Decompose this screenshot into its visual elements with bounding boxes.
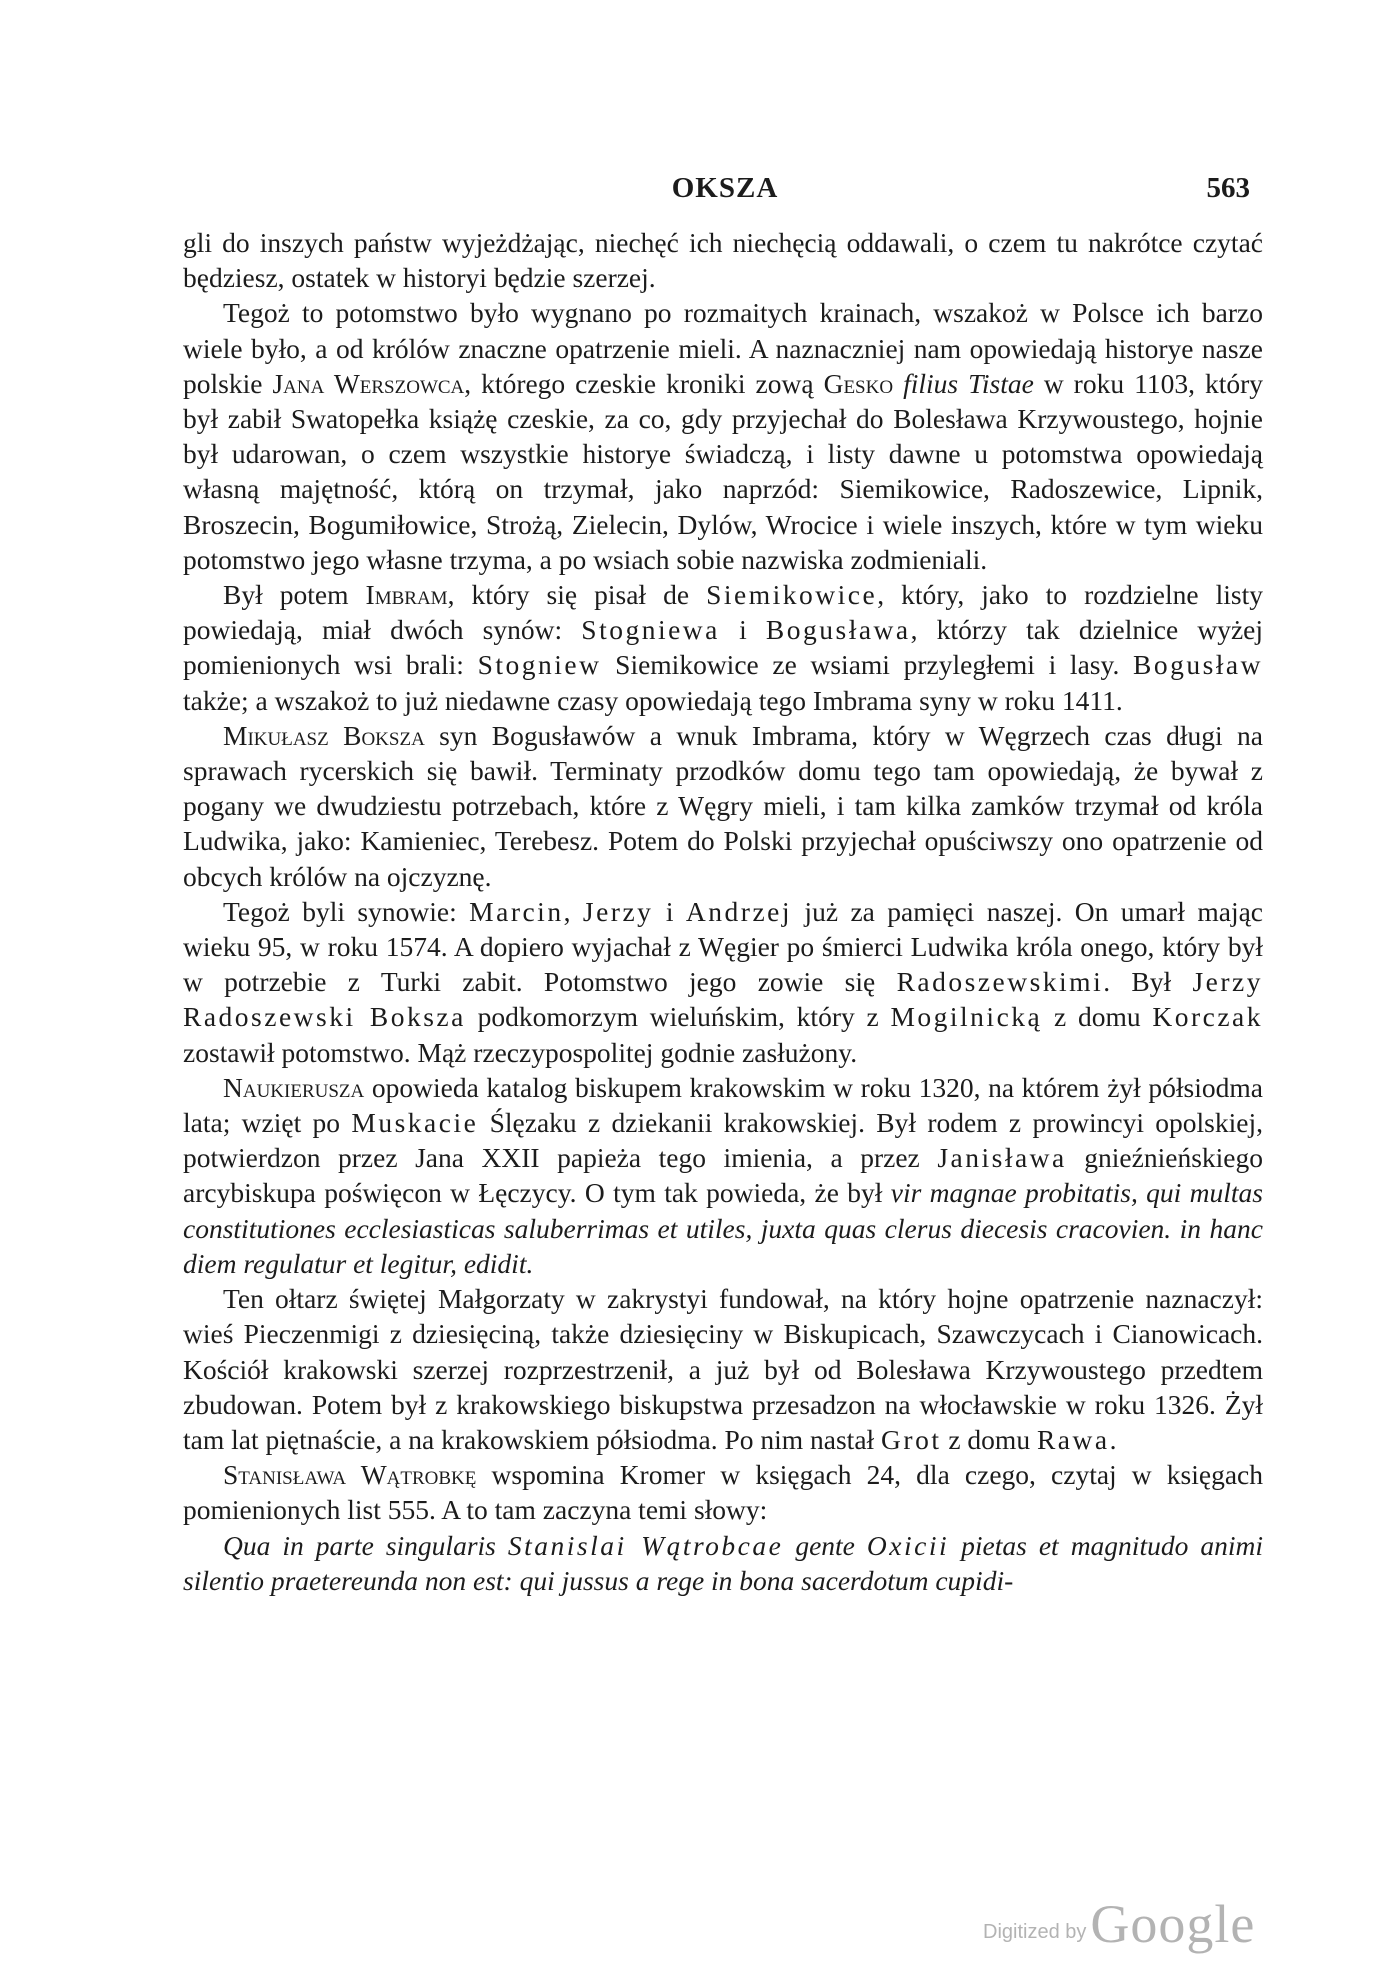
- paragraph: [183, 225, 1263, 295]
- text-run: Tegoż to potomstwo było wygnano po rozmaitych krainach, wszakoż w Polsce ich barzo wiele było, a od królów znaczne opatrzenie mieli. A naznaczniej nam opowiedają historye nasze polskie: [183, 297, 1263, 399]
- text-run: już za pamięci naszej. On umarł mając wieku 95, w roku 1574. A dopiero wyjachał z Węgier po śmierci Ludwika króla onego, który był w potrzebie z Turki zabit. Potomstwo jego zowie się: [183, 895, 1264, 998]
- text-run: Ten ołtarz świętej Małgorzaty w zakrystyi fundował, na który hojne opatrzenie naznaczył: wieś Pieczenmigi z dziesięciną, także dziesięciny w Biskupicach, Szawczycach i Cianowicach. Kościół krakowski szerzej rozprzestrzenił, a już był od Bolesława Krzywoustego przedtem zbudowan. Potem był z krakowskiego biskupstwa przesadzon na włocławskie w roku 1326. Żył tam lat piętnaście, a na krakowskiem półsiodma. Po nim nastał: [183, 1283, 1263, 1455]
- spaced-name: Jerzy: [582, 895, 654, 927]
- person-name: Stanisława Wątrobkę: [223, 1459, 477, 1491]
- text-run: . Był: [1103, 966, 1193, 998]
- spaced-name: Andrzej: [685, 895, 792, 927]
- text-run: pietas et magnitudo animi silentio praetereunda non est: qui jussus a rege in bona sacerdotum cupidi-: [183, 1529, 1263, 1596]
- latin-paragraph: [183, 1528, 1263, 1598]
- person-name: Mikułasz Boksza: [223, 719, 425, 751]
- text-run: gnieźnieńskiego arcybiskupa poświęcon w Łęczycy. O tym tak powieda, że był: [183, 1142, 1263, 1209]
- spaced-name: Stogniewa: [581, 614, 720, 646]
- spaced-name: Stanislai Wątrobcae: [507, 1529, 784, 1561]
- paragraph: [183, 894, 1263, 1070]
- text-run: zostawił potomstwo. Mąż rzeczypospolitej godnie zasłużony.: [183, 1036, 858, 1068]
- paragraph: [183, 577, 1263, 718]
- spaced-name: Stogniew: [477, 649, 602, 681]
- spaced-name: Jerzy Radoszewski Boksza: [183, 966, 1264, 1033]
- spaced-name: Bogusław: [1133, 649, 1263, 681]
- latin-phrase: filius Tistae: [903, 367, 1034, 399]
- paragraph: [183, 1457, 1263, 1527]
- text-run: syn Bogusławów a wnuk Imbrama, który w Węgrzech czas długi na sprawach rycerskich się bawił. Terminaty przodków domu tego tam opowiedają, że bywał z pogany we dwudziestu potrzebach, które z Węgry mieli, i tam kilka zamków trzymał od króla Ludwika, jako: Kamieniec, Terebesz. Potem do Polski przyjechał opuściwszy ono opatrzenie od obcych królów na ojczyznę.: [183, 719, 1263, 892]
- spaced-name: Mogilnicką: [890, 1001, 1043, 1033]
- watermark-brand: Google: [1090, 1894, 1256, 1954]
- text-run: Ślęzaku z dziekanii krakowskiej. Był rodem z prowincyi opolskiej, potwierdzon przez Jana XXII papieża tego imienia, a przez: [183, 1107, 1263, 1174]
- text-run: Siemikowice ze wsiami przyległemi i lasy.: [601, 649, 1133, 681]
- person-name: Jana Werszowca: [272, 367, 465, 399]
- spaced-name: Bogusława: [765, 614, 911, 646]
- spaced-name: Rawa: [1036, 1423, 1110, 1455]
- paragraph: [183, 718, 1263, 894]
- spaced-name: Grot: [881, 1423, 942, 1455]
- paragraph: [183, 295, 1263, 577]
- spaced-name: Muskacie: [351, 1107, 479, 1139]
- page-number: 563: [1206, 172, 1250, 204]
- page-header: [200, 172, 1250, 206]
- paragraph: [183, 1281, 1263, 1457]
- running-title: OKSZA: [671, 172, 779, 204]
- latin-quote: vir magnae probitatis, qui multas constitutiones ecclesiasticas saluberrimas et utiles, juxta quas clerus diecesis cracovien. in hanc diem regulatur et legitur, edidit.: [183, 1177, 1263, 1279]
- text-run: z domu: [1042, 1001, 1153, 1033]
- spaced-name: Janisława: [937, 1142, 1067, 1174]
- text-run: opowieda katalog biskupem krakowskim w roku 1320, na którem żył półsiodma lata; wzięt po: [183, 1071, 1263, 1139]
- text-run: , który się pisał de: [447, 579, 707, 611]
- spaced-name: Korczak: [1152, 1001, 1263, 1033]
- text-run: podkomorzym wieluńskim, który z: [465, 1001, 891, 1033]
- text-run: , który, jako to rozdzielne listy powiedają, miał dwóch synów:: [183, 579, 1263, 646]
- watermark-prefix: Digitized by: [983, 1921, 1087, 1943]
- text-run: gli do inszych państw wyjeżdżając, niechęć ich niechęcią oddawali, o czem tu nakrótce czytać będziesz, ostatek w historyi będzie szerzej.: [183, 227, 1263, 294]
- text-run: Tegoż byli synowie:: [223, 895, 470, 927]
- text-run: z domu: [941, 1423, 1037, 1455]
- google-watermark: [983, 1893, 1283, 1953]
- text-run: , którzy tak dzielnice wyżej pomienionych wsi brali:: [183, 614, 1263, 681]
- text-run: Był potem: [223, 579, 366, 611]
- spaced-name: Radoszewskimi: [896, 966, 1104, 998]
- text-run: i: [653, 895, 686, 927]
- paragraph: [183, 1070, 1263, 1281]
- text-run: Qua in parte singularis: [223, 1529, 508, 1561]
- text-run: , którego czeskie kroniki zową: [464, 367, 824, 399]
- text-run: gente: [783, 1529, 867, 1561]
- text-run: .: [1109, 1423, 1117, 1455]
- spaced-name: Marcin: [469, 895, 564, 927]
- text-run: wspomina Kromer w księgach 24, dla czego, czytaj w księgach pomienionych list 555. A to tam zaczyna temi słowy:: [183, 1459, 1264, 1526]
- text-run: i: [719, 614, 766, 646]
- text-run: także; a wszakoż to już niedawne czasy opowiedają tego Imbrama syny w roku 1411.: [183, 684, 1123, 716]
- person-name: Imbram: [365, 579, 448, 611]
- text-run: [893, 368, 903, 399]
- spaced-name: Oxicii: [866, 1529, 950, 1561]
- spaced-name: Siemikowice: [706, 579, 878, 611]
- body-text: [183, 225, 1263, 1598]
- person-name: Gesko: [823, 367, 894, 399]
- text-run: ,: [563, 895, 583, 927]
- text-run: w roku 1103, który był zabił Swatopełka książę czeskie, za co, gdy przyjechał do Bolesława Krzywoustego, hojnie był udarowan, o czem wszystkie historye świadczą, i listy dawne u potomstwa opowiedają własną majętność, którą on trzymał, jako naprzód: Siemikowice, Radoszewice, Lipnik, Broszecin, Bogumiłowice, Strożą, Zielecin, Dylów, Wrocice i wiele inszych, które w tym wieku potomstwo jego własne trzyma, a po wsiach sobie nazwiska zodmieniali.: [183, 367, 1264, 575]
- person-name: Naukierusza: [223, 1071, 365, 1103]
